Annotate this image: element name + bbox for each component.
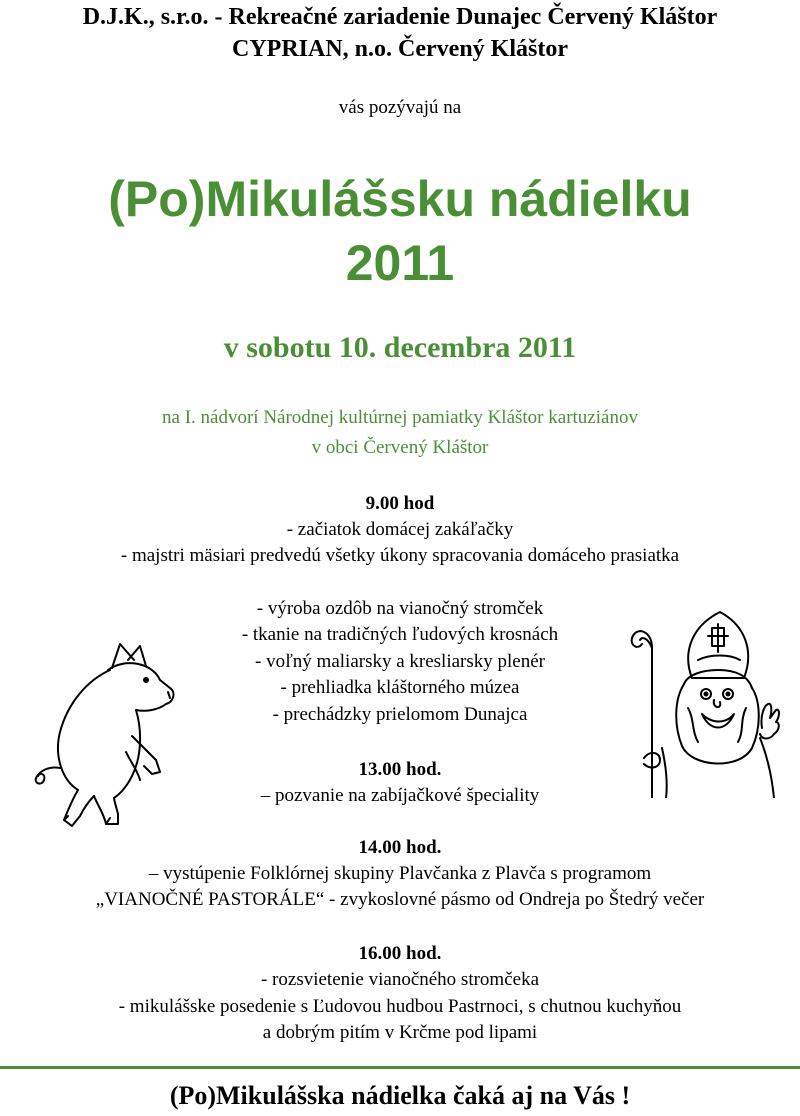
program-item: - tkanie na tradičných ľudových krosnách — [241, 624, 559, 645]
program-item: - rozsvietenie vianočného stromčeka — [260, 969, 540, 990]
program-item: „VIANOČNÉ PASTORÁLE“ - zvykoslovné pásmo od Ondreja po Štedrý večer — [95, 889, 705, 910]
program-item: – vystúpenie Folklórnej skupiny Plavčanka z Plavča s programom — [148, 863, 652, 884]
program-item: - výroba ozdôb na vianočný stromček — [256, 598, 544, 619]
saint-nicholas-drawing-icon — [622, 608, 782, 798]
program-item: - majstri mäsiari predvedú všetky úkony spracovania domáceho prasiatka — [120, 545, 680, 566]
program-time: 9.00 hod — [365, 493, 435, 514]
program-time: 13.00 hod. — [358, 759, 442, 780]
program-item: a dobrým pitím v Krčme pod lipami — [262, 1022, 538, 1043]
program-item: - voľný maliarsky a kresliarsky plenér — [255, 651, 545, 672]
program-item: - prehliadka kláštorného múzea — [280, 677, 520, 698]
program-item: - prechádzky prielomom Dunajca — [272, 704, 528, 725]
organizer-line-2: CYPRIAN, n.o. Červený Kláštor — [232, 36, 568, 62]
event-title: (Po)Mikulášsku nádielku — [108, 171, 692, 227]
organizer-line-1: D.J.K., s.r.o. - Rekreačné zariadenie Dunajec Červený Kláštor — [82, 4, 718, 30]
program-item: – pozvanie na zabíjačkové špeciality — [260, 785, 540, 806]
footer-divider — [0, 1066, 800, 1069]
footer-slogan: (Po)Mikulášska nádielka čaká aj na Vás ! — [169, 1081, 631, 1110]
venue-line-2: v obci Červený Kláštor — [311, 437, 489, 458]
program-time: 16.00 hod. — [358, 943, 442, 964]
invite-text: vás pozývajú na — [338, 97, 462, 118]
event-year: 2011 — [345, 235, 455, 291]
event-date: v sobotu 10. decembra 2011 — [223, 331, 577, 364]
program-item: - začiatok domácej zakáľačky — [286, 519, 514, 540]
venue-line-1: na I. nádvorí Národnej kultúrnej pamiatky Kláštor kartuziánov — [162, 407, 638, 428]
program-time: 14.00 hod. — [358, 837, 442, 858]
program-item: - mikulášske posedenie s Ľudovou hudbou Pastrnoci, s chutnou kuchyňou — [118, 996, 682, 1017]
pig-drawing-icon — [28, 640, 178, 835]
